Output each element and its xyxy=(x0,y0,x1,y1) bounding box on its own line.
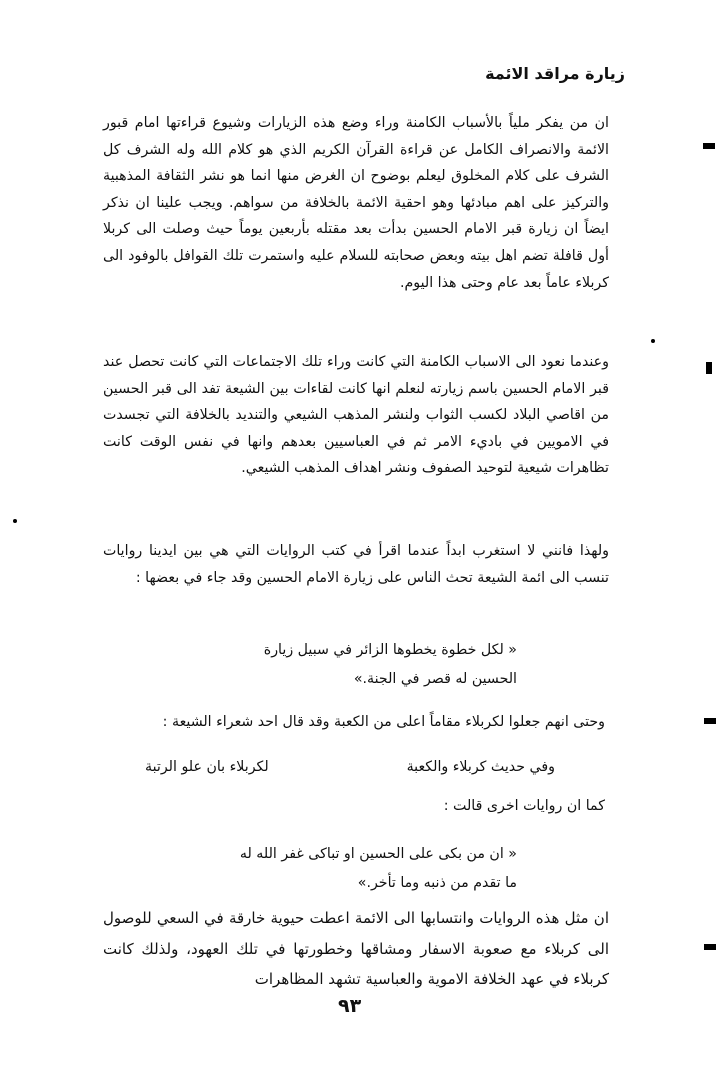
paragraph-2 xyxy=(103,349,609,482)
verse-first-hemistich: وفي حديث كربلاء والكعبة xyxy=(406,759,555,775)
page-number: ٩٣ xyxy=(338,995,362,1017)
quote-1-line-2: الحسين له قصر في الجنة.» xyxy=(353,671,517,687)
scan-dot-2 xyxy=(13,519,17,523)
scan-mark-3 xyxy=(704,718,716,724)
poem-verse xyxy=(145,752,555,782)
quote-1-line-1: « لكل خطوة يخطوها الزائر في سبيل زيارة xyxy=(263,642,517,658)
closing-paragraph xyxy=(103,903,609,995)
paragraph-1 xyxy=(103,110,609,296)
paragraph-2-text: وعندما نعود الى الاسباب الكامنة التي كانت وراء تلك الاجتماعات التي كانت تحصل عند قبر الامام الحسين باسم زيارته لنعلم انها كانت لقاءات بين الشيعة تفد الى قبر الحسين من اقاصي البلاد لكسب الثواب ولنشر المذهب الشيعي والتنديد بالخلافة التي تجسدت في الامويين في باديء الامر ثم في العباسيين بعدهم وانها في نفس الوقت كانت تظاهرات شيعية لتوحيد الصفوف ونشر اهداف المذهب الشيعي. xyxy=(103,354,609,477)
quote-2-line-2: ما تقدم من ذنبه وما تأخر.» xyxy=(357,875,517,891)
closing-paragraph-text: ان مثل هذه الروايات وانتسابها الى الائمة اعطت حيوية خارقة في السعي للوصول الى كربلاء مع صعوبة الاسفار ومشاقها وخطورتها في تلك العهود، ولذلك كانت كربلاء في عهد الخلافة الاموية والعباسية تشهد المظاهرات xyxy=(103,909,609,988)
quote-paradise-palace xyxy=(187,636,517,694)
paragraph-1-text: ان من يفكر ملياً بالأسباب الكامنة وراء وضع هذه الزيارات وشيوع قراءتها امام قبور الائمة والانصراف الكامل عن قراءة القرآن الكريم الذي هو كلام الله وله الشرف كل الشرف على كلام المخلوق ليعلم بوضوح ان الغرض منها انما هو نشر الثقافة المذهبية والتركيز على اهم مبادئها وهو احقية الائمة بالخلافة من سواهم. ويجب علينا ان نذكر ايضاً ان زيارة قبر الامام الحسين بدأت بعد مقتله بأربعين يوماً حيث وصلت الى كربلا أول قافلة تضم اهل بيته وبعض صحابته للسلام عليه واستمرت تلك القوافل بالوفود الى كربلاء عاماً بعد عام وحتى هذا اليوم. xyxy=(103,115,609,291)
poet-intro-line: وحتى انهم جعلوا لكربلاء مقاماً اعلى من الكعبة وقد قال احد شعراء الشيعة : xyxy=(162,714,605,730)
scan-mark-2 xyxy=(706,362,712,374)
paragraph-3-text: ولهذا فانني لا استغرب ابداً عندما اقرأ في كتب الروايات التي هي بين ايدينا روايات تنسب الى ائمة الشيعة تحث الناس على زيارة الامام الحسين وقد جاء في بعضها : xyxy=(103,543,609,586)
running-header: زيارة مراقد الائمة xyxy=(485,64,625,83)
other-narrations-line: كما ان روايات اخرى قالت : xyxy=(443,798,605,814)
paragraph-3 xyxy=(103,538,609,591)
scan-mark-4 xyxy=(704,944,716,950)
quote-weeping-forgiveness xyxy=(187,840,517,898)
quote-2-line-1: « ان من بكى على الحسين او تباكى غفر الله له xyxy=(239,846,517,862)
verse-second-hemistich: لكربلاء بان علو الرتبة xyxy=(145,759,269,775)
scan-dot-1 xyxy=(651,339,655,343)
scan-mark-1 xyxy=(703,143,715,149)
